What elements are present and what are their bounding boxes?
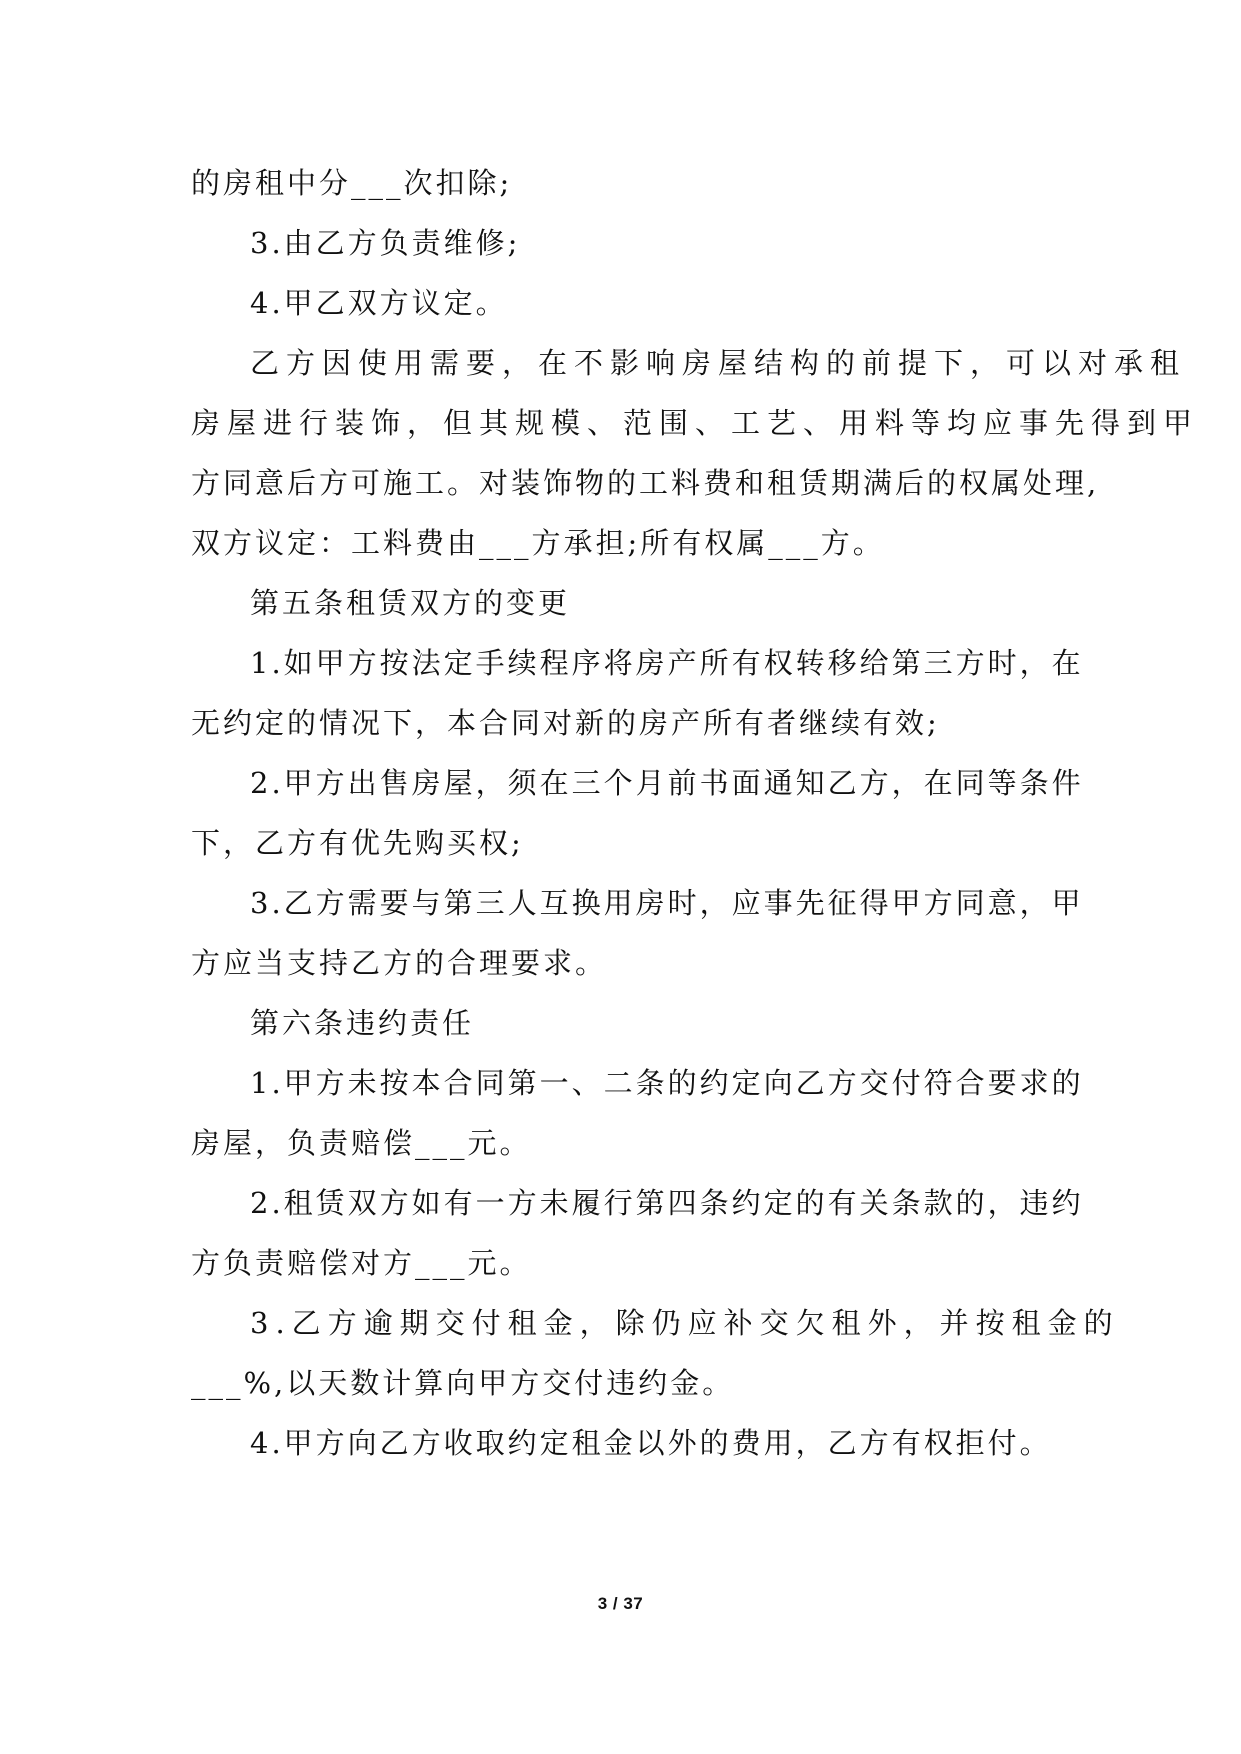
section6-item1-line1: 1.甲方未按本合同第一、二条的约定向乙方交付符合要求的 [250,1066,1084,1100]
paragraph-decoration-line-4: 双方议定：工料费由___方承担;所有权属___方。 [191,526,885,560]
section6-item3-line2: ___%,以天数计算向甲方交付违约金。 [191,1366,735,1400]
section5-item2-line2: 下，乙方有优先购买权; [191,826,524,860]
text-line-1: 的房租中分___次扣除; [191,166,513,200]
list-item-4: 4.甲乙双方议定。 [250,286,508,320]
section6-item3-line1: 3.乙方逾期交付租金，除仍应补交欠租外，并按租金的 [250,1306,1120,1340]
section5-item3-line1: 3.乙方需要与第三人互换用房时，应事先征得甲方同意，甲 [250,886,1084,920]
section6-item2-line1: 2.租赁双方如有一方未履行第四条约定的有关条款的，违约 [250,1186,1084,1220]
section-heading-5: 第五条租赁双方的变更 [250,586,571,620]
section6-item1-line2: 房屋，负责赔偿___元。 [191,1126,532,1160]
page-number: 3 / 37 [597,1594,644,1613]
paragraph-decoration-line-2: 房屋进行装饰，但其规模、范围、工艺、用料等均应事先得到甲 [191,406,1200,440]
section6-item2-line2: 方负责赔偿对方___元。 [191,1246,532,1280]
section-heading-6: 第六条违约责任 [250,1006,475,1040]
section5-item2-line1: 2.甲方出售房屋，须在三个月前书面通知乙方，在同等条件 [250,766,1084,800]
paragraph-decoration-line-3: 方同意后方可施工。对装饰物的工料费和租赁期满后的权属处理, [191,466,1100,500]
paragraph-decoration-line-1: 乙方因使用需要，在不影响房屋结构的前提下，可以对承租 [250,346,1187,380]
section5-item1-line2: 无约定的情况下，本合同对新的房产所有者继续有效; [191,706,940,740]
section5-item1-line1: 1.如甲方按法定手续程序将房产所有权转移给第三方时，在 [250,646,1084,680]
section6-item4-line1: 4.甲方向乙方收取约定租金以外的费用，乙方有权拒付。 [250,1426,1052,1460]
section5-item3-line2: 方应当支持乙方的合理要求。 [191,946,608,980]
list-item-3: 3.由乙方负责维修; [250,226,521,260]
